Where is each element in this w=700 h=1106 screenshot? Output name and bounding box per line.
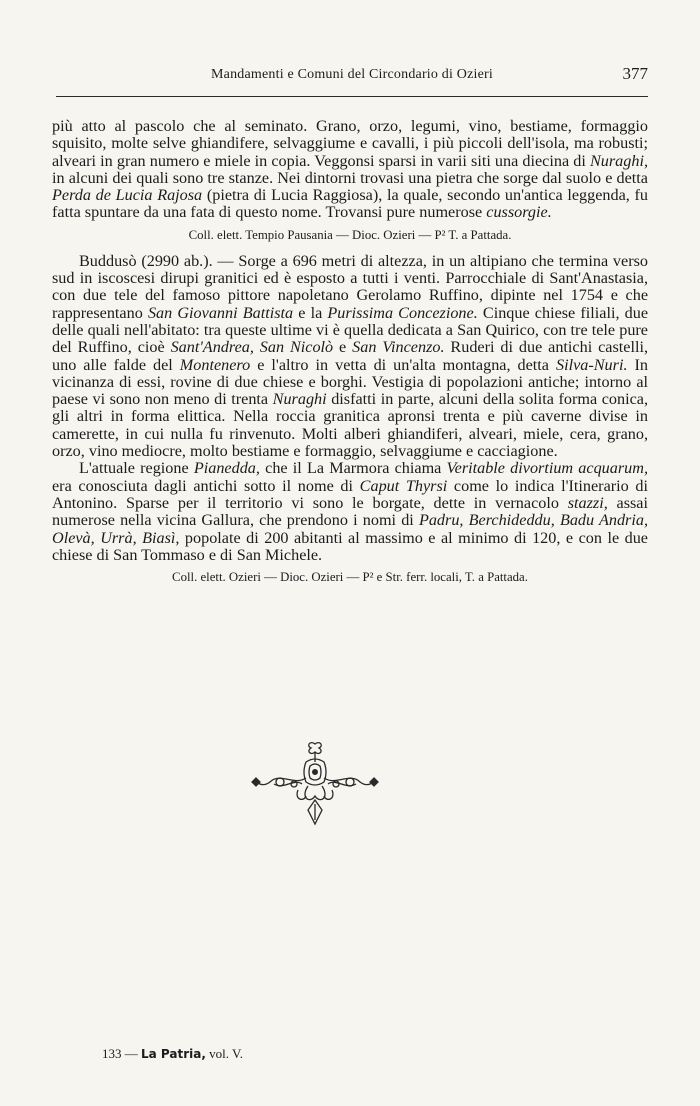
header-rule	[56, 96, 648, 97]
signature-number: 133 —	[102, 1046, 138, 1061]
electoral-info-2: Coll. elett. Ozieri — Dioc. Ozieri — P² e Str. ferr. locali, T. a Pattada.	[172, 570, 528, 585]
body-text	[52, 118, 648, 595]
volume-label: vol. V.	[209, 1046, 244, 1061]
page-number: 377	[622, 64, 648, 83]
running-title: Mandamenti e Comuni del Circondario di Ozieri	[211, 67, 493, 82]
paragraph-continuation: più atto al pascolo che al seminato. Grano, orzo, legumi, vino, bestiame, formaggio squisito, molte selve ghiandifere, selvaggiume e cavalli, i più piccoli dell'isola, ma robusti; alveari in gran numero e miele in copia. Veggonsi sparsi in varii siti una diecina di Nuraghi, in alcuni dei quali sono tre stanze. Nei dintorni trovasi una pietra che sorge dal suolo e detta Perda de Lucia Rajosa (pietra di Lucia Raggiosa), la quale, secondo un'antica leggenda, fu fatta spuntare da una fata di questo nome. Trovansi pure numerose cussorgie.	[52, 117, 648, 222]
running-header	[56, 64, 648, 90]
paragraph-pianedda: L'attuale regione Pianedda, che il La Marmora chiama Veritable divortium acquarum, era conosciuta dagli antichi sotto il nome di Caput Thyrsi come lo indica l'Itinerario di Antonino. Sparse per il territorio vi sono le borgate, dette in vernacolo stazzi, assai numerose nella vicina Gallura, che prendono i nomi di Padru, Berchideddu, Badu Andria, Olevà, Urrà, Biasì, popolate di 200 abitanti al massimo e al minimo di 120, e con le due chiese di San Tommaso e di San Michele.	[52, 459, 648, 564]
electoral-info-1: Coll. elett. Tempio Pausania — Dioc. Ozieri — P² T. a Pattada.	[188, 227, 512, 242]
signature-footer	[102, 1046, 243, 1062]
journal-name: La Patria,	[141, 1047, 206, 1061]
floral-ornament-icon	[250, 738, 380, 833]
paragraph-budduso: Buddusò (2990 ab.). — Sorge a 696 metri di altezza, in un altipiano che termina verso sud in iscoscesi dirupi granitici ed è esposto a tutti i venti. Parrocchiale di Sant'Anastasia, con due tele del famoso pittore napoletano Gerolamo Ruffino, dipinte nel 1754 e che rappresentano San Giovanni Battista e la Purissima Concezione. Cinque chiese filiali, due delle quali nell'abitato: tra queste ultime vi è quella dedicata a San Quirico, con tre tele pure del Ruffino, cioè Sant'Andrea, San Nicolò e San Vincenzo. Ruderi di due antichi castelli, uno alle falde del Montenero e l'altro in vetta di un'alta montagna, detta Silva-Nuri. In vicinanza di essi, rovine di due chiese e borghi. Vestigia di popolazioni antiche; intorno al paese vi sono non meno di trenta Nuraghi disfatti in parte, alcuni della solita forma conica, gli altri in forma elittica. Nella roccia granitica apronsi trenta e più caverne divise in camerette, in cui nulla fu rinvenuto. Molti alberi ghiandiferi, alveari, miele, cera, grano, orzo, vino mediocre, molto bestiame e formaggio, selvaggiume e cacciagione.	[52, 251, 649, 461]
